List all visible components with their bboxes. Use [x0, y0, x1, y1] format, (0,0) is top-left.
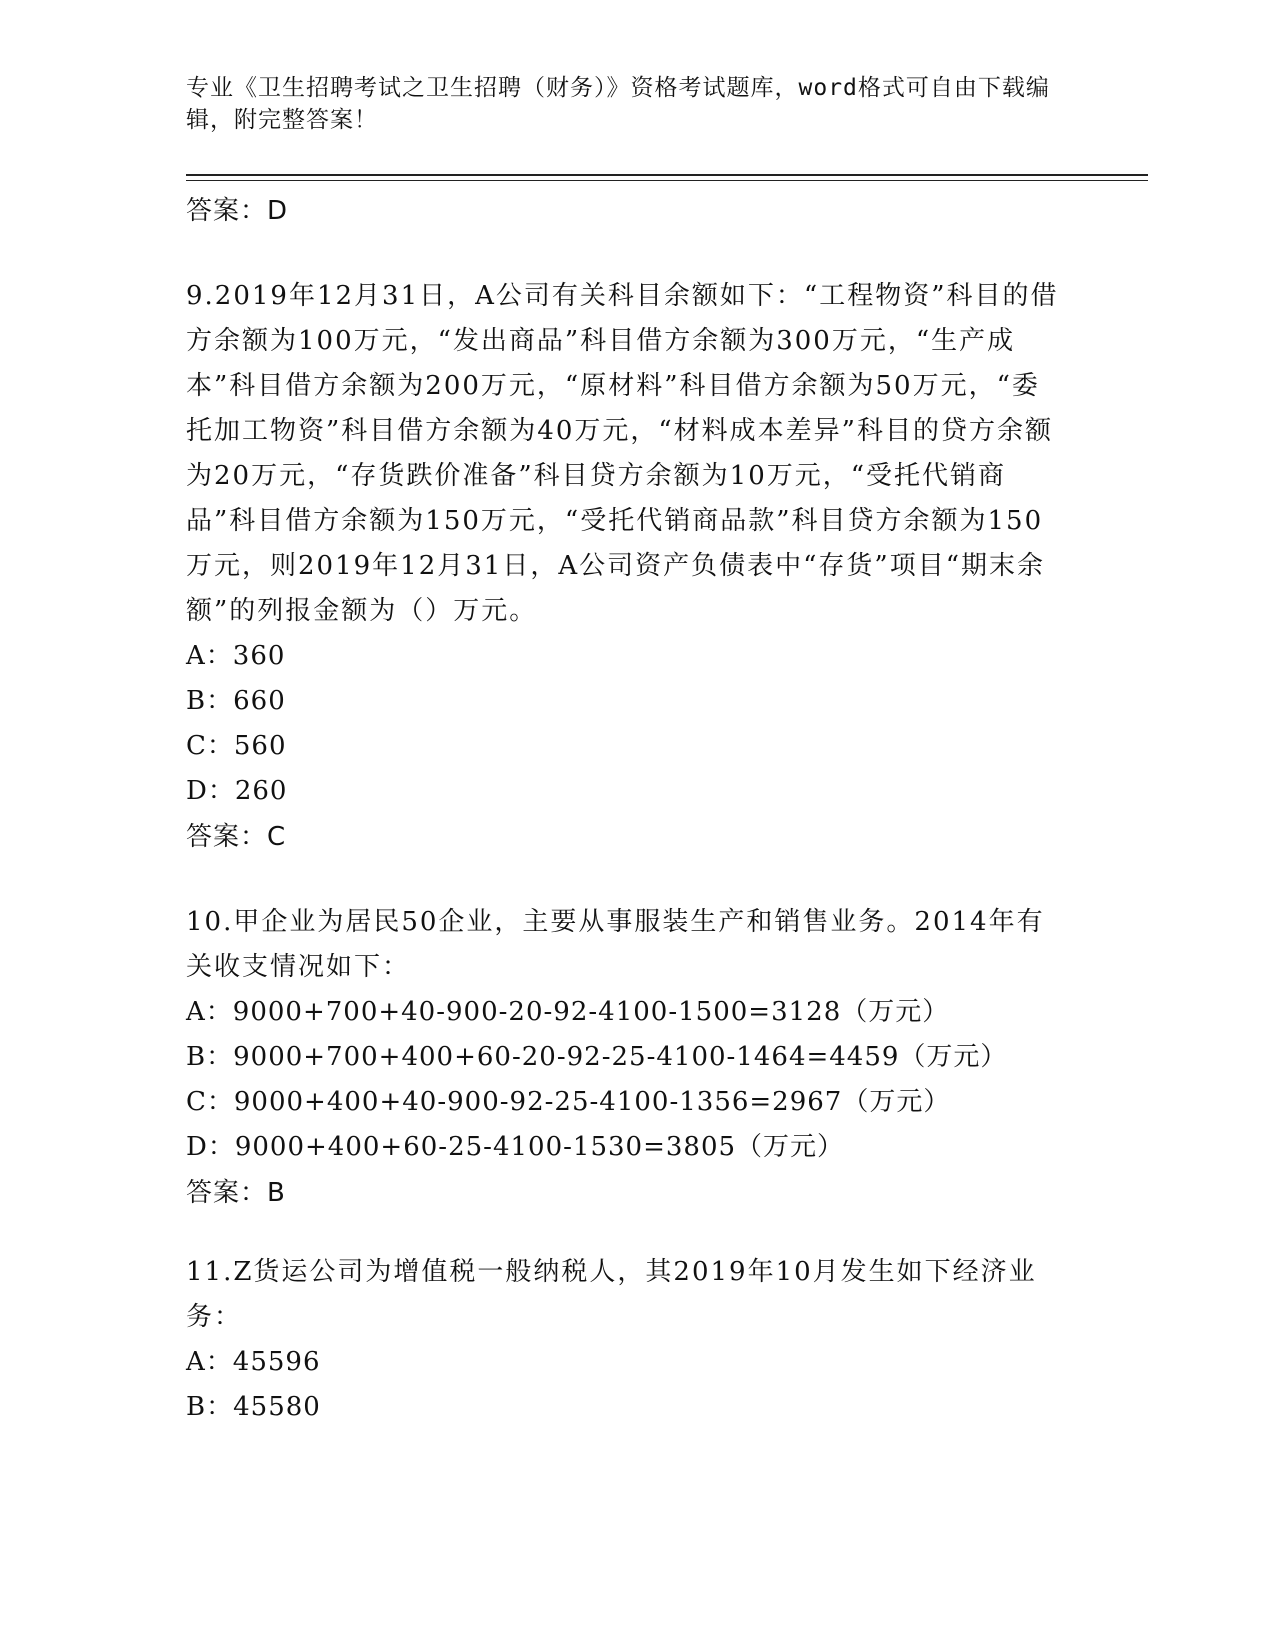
- question-content: [186, 188, 1066, 1430]
- question-11: [186, 1250, 1066, 1430]
- question-10-option-c: C：9000+400+40-900-92-25-4100-1356=2967（万元）: [186, 1087, 951, 1117]
- question-9-option-c: C：560: [186, 731, 287, 761]
- previous-answer: 答案：D: [186, 196, 289, 226]
- question-9-option-a: A：360: [186, 641, 286, 671]
- question-9-option-b: B：660: [186, 686, 286, 716]
- question-10-option-d: D：9000+400+60-25-4100-1530=3805（万元）: [186, 1132, 845, 1162]
- question-9-answer: 答案：C: [186, 822, 287, 852]
- header-divider-thin: [186, 180, 1148, 181]
- question-11-option-a: A：45596: [186, 1347, 321, 1377]
- question-10-option-b: B：9000+700+400+60-20-92-25-4100-1464=4459（万元）: [186, 1042, 1008, 1072]
- question-9: [186, 274, 1066, 860]
- question-9-text: 9.2019年12月31日，A公司有关科目余额如下：“工程物资”科目的借方余额为100万元，“发出商品”科目借方余额为300万元，“生产成本”科目借方余额为200万元，“原材料”科目借方余额为50万元，“委托加工物资”科目借方余额为40万元，“材料成本差异”科目的贷方余额为20万元，“存货跌价准备”科目贷方余额为10万元，“受托代销商品”科目借方余额为150万元，“受托代销商品款”科目贷方余额为150万元，则2019年12月31日，A公司资产负债表中“存货”项目“期末余额”的列报金额为（）万元。: [186, 281, 1059, 626]
- page-header: 专业《卫生招聘考试之卫生招聘（财务）》资格考试题库，word格式可自由下载编辑，附完整答案！: [186, 75, 1050, 133]
- question-9-option-d: D：260: [186, 776, 288, 806]
- question-10: [186, 900, 1066, 1216]
- question-10-answer: 答案：B: [186, 1178, 286, 1208]
- question-10-text: 10.甲企业为居民50企业，主要从事服装生产和销售业务。2014年有关收支情况如下：: [186, 907, 1045, 982]
- question-10-option-a: A：9000+700+40-900-20-92-4100-1500=3128（万元）: [186, 997, 950, 1027]
- header-divider-thick: [186, 174, 1148, 176]
- question-11-option-b: B：45580: [186, 1392, 321, 1422]
- question-11-text: 11.Z货运公司为增值税一般纳税人，其2019年10月发生如下经济业务：: [186, 1257, 1037, 1332]
